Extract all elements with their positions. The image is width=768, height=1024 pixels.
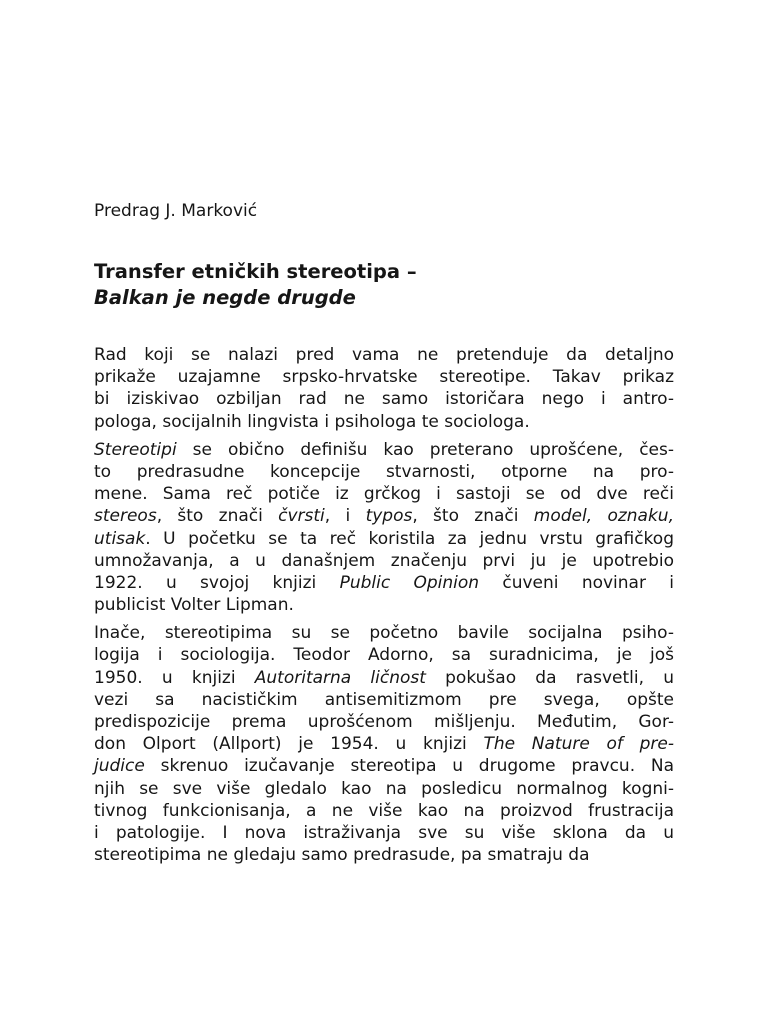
text-line <box>94 622 674 644</box>
chapter-title-subtitle: Balkan je negde drugde <box>94 286 356 309</box>
text-line <box>94 366 674 388</box>
chapter-title <box>94 259 694 311</box>
text-line <box>94 778 674 800</box>
text-run: tivnog funkcionisanja, a ne više kao na proizvod frustracija <box>94 800 674 821</box>
text-line <box>94 344 674 366</box>
text-run: don Olport (Allport) je 1954. u knjizi <box>94 734 484 755</box>
text-line <box>94 800 674 822</box>
text-line <box>94 844 674 866</box>
text-line <box>94 411 674 433</box>
text-line <box>94 689 674 711</box>
italic-text: model, oznaku, <box>533 506 674 527</box>
text-run: . U početku se ta reč koristila za jednu vrstu grafičkog <box>145 528 674 549</box>
text-run: njih se sve više gledalo kao na posledicu normalnog kogni- <box>94 778 674 799</box>
text-run: pokušao da rasvetli, u <box>425 667 675 688</box>
italic-text: Stereotipi <box>94 439 177 460</box>
italic-text: stereos <box>94 506 157 527</box>
text-run: bi iziskivao ozbiljan rad ne samo istoričara nego i antro- <box>94 389 674 410</box>
text-line <box>94 483 674 505</box>
text-run: , i <box>324 506 366 527</box>
text-run: , što znači <box>156 506 279 527</box>
text-run: stereotipima ne gledaju samo predrasude, pa smatraju da <box>94 845 590 866</box>
text-run: Rad koji se nalazi pred vama ne pretenduje da detaljno <box>94 345 674 365</box>
text-run: se obično definišu kao preterano uprošćene, čes- <box>176 439 674 460</box>
italic-text: Public Opinion <box>339 572 480 593</box>
text-run: prikaže uzajamne srpsko-hrvatske stereotipe. Takav prikaz <box>94 367 674 388</box>
chapter-title-main: Transfer etničkih stereotipa – <box>94 260 417 283</box>
paragraph <box>94 622 674 866</box>
text-line <box>94 711 674 733</box>
text-run: skrenuo izučavanje stereotipa u drugome pravcu. Na <box>144 756 674 777</box>
text-run: publicist Volter Lipman. <box>94 595 294 616</box>
text-run: , što znači <box>412 506 534 527</box>
italic-text: The Nature of pre- <box>483 734 674 755</box>
text-line <box>94 594 674 616</box>
text-run: 1950. u knjizi <box>94 667 255 688</box>
paragraph <box>94 344 674 433</box>
text-line <box>94 644 674 666</box>
text-line <box>94 550 674 572</box>
text-run: to predrasudne koncepcije stvarnosti, otporne na pro- <box>94 461 674 482</box>
italic-text: čvrsti <box>278 506 325 527</box>
text-run: umnožavanja, a u današnjem značenju prvi ju je upotrebio <box>94 550 674 571</box>
italic-text: utisak <box>94 528 146 549</box>
text-line <box>94 461 674 483</box>
text-run: pologa, socijalnih lingvista i psihologa te sociologa. <box>94 411 530 432</box>
text-line <box>94 572 674 594</box>
italic-text: judice <box>94 756 145 777</box>
paragraph <box>94 439 674 617</box>
text-run: i patologije. I nova istraživanja sve su više sklona da u <box>94 822 674 843</box>
text-run: 1922. u svojoj knjizi <box>94 572 340 593</box>
italic-text: Autoritarna ličnost <box>254 667 426 688</box>
text-run: predispozicije prema uprošćenom mišljenju. Međutim, Gor- <box>94 712 674 732</box>
italic-text: typos <box>365 506 413 527</box>
text-run: mene. Sama reč potiče iz grčkog i sastoji se od dve reči <box>94 484 674 505</box>
text-run: logija i sociologija. Teodor Adorno, sa suradnicima, je još <box>94 645 674 666</box>
text-line <box>94 667 674 689</box>
text-run: vezi sa nacističkim antisemitizmom pre svega, opšte <box>94 689 674 710</box>
text-line <box>94 733 674 755</box>
text-run: Inače, stereotipima su se početno bavile socijalna psiho- <box>94 623 674 644</box>
author-name: Predrag J. Marković <box>94 201 258 221</box>
text-line <box>94 439 674 461</box>
text-line <box>94 822 674 844</box>
text-run: čuveni novinar i <box>479 572 674 593</box>
text-line <box>94 755 674 777</box>
text-line <box>94 528 674 550</box>
body-text <box>94 344 674 872</box>
text-line <box>94 388 674 410</box>
text-line <box>94 505 674 527</box>
